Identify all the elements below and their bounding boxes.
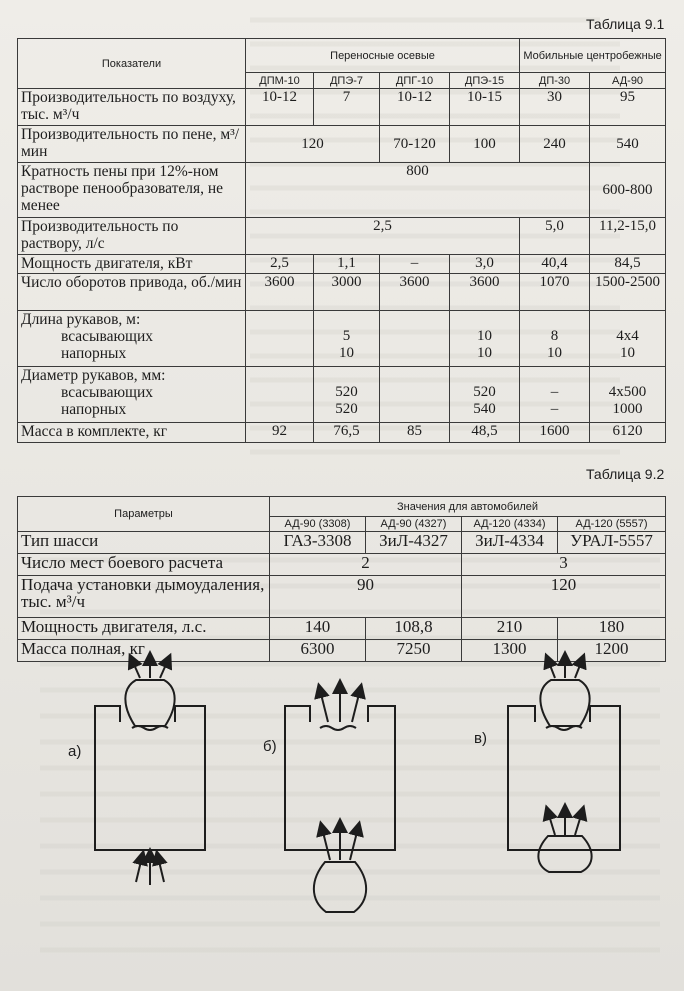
header-model: ДПГ-10	[380, 73, 450, 89]
cell	[380, 367, 450, 423]
row-label-solution: Производительность по раствору, л/с	[18, 218, 246, 255]
header-model: АД-120 (5557)	[558, 517, 666, 532]
cell: 120	[246, 126, 380, 163]
cell: ЗиЛ-4334	[462, 532, 558, 554]
header-model: ДП-30	[520, 73, 590, 89]
row-label-power: Мощность двигателя, кВт	[18, 255, 246, 274]
cell: 120	[462, 576, 666, 618]
cell	[246, 367, 314, 423]
row-label-power: Мощность двигателя, л.с.	[18, 618, 270, 640]
header-values: Значения для автомобилей	[270, 497, 666, 517]
header-model: АД-90 (4327)	[366, 517, 462, 532]
cell: 3	[462, 554, 666, 576]
cell: УРАЛ-5557	[558, 532, 666, 554]
cell: 40,4	[520, 255, 590, 274]
cell-suction: 10	[477, 328, 493, 344]
cell-pressure: –	[550, 401, 559, 417]
row-label-mass: Масса в комплекте, кг	[18, 423, 246, 443]
row-label-air: Производительность по воздуху, тыс. м³/ч	[18, 89, 246, 126]
row-label-mass: Масса полная, кг	[18, 640, 270, 662]
hose-diameter-pressure-label: напорных	[61, 401, 127, 418]
cell: 6300	[270, 640, 366, 662]
cell: 180	[558, 618, 666, 640]
row-label-ratio: Кратность пены при 12%-ном растворе пенообразователя, не менее	[18, 163, 246, 218]
header-model: АД-90 (3308)	[270, 517, 366, 532]
hose-length-title: Длина рукавов, м:	[21, 311, 141, 328]
cell: –	[380, 255, 450, 274]
cell: 1070	[520, 274, 590, 311]
cell: 3600	[450, 274, 520, 311]
row-label-foam: Производительность по пене, м³/мин	[18, 126, 246, 163]
cell: 84,5	[590, 255, 666, 274]
cell: 108,8	[366, 618, 462, 640]
row-label-crew: Число мест боевого расчета	[18, 554, 270, 576]
cell: 240	[520, 126, 590, 163]
cell-pressure: 1000	[612, 401, 643, 417]
cell: 5,0	[520, 218, 590, 255]
cell	[520, 367, 590, 423]
header-model: ДПЭ-15	[450, 73, 520, 89]
cell: 85	[380, 423, 450, 443]
cell	[450, 311, 520, 367]
header-model: АД-120 (4334)	[462, 517, 558, 532]
figure-label-b: б)	[263, 738, 277, 755]
cell: 7250	[366, 640, 462, 662]
fan-icon	[538, 836, 591, 872]
cell: 10-15	[450, 89, 520, 126]
hose-diameter-suction-label: всасывающих	[61, 384, 154, 401]
cell-pressure: 10	[477, 345, 493, 361]
cell-pressure: 540	[473, 401, 496, 417]
cell: 800	[246, 163, 590, 218]
cell: 90	[270, 576, 462, 618]
cell: 1600	[520, 423, 590, 443]
cell-pressure: 10	[620, 345, 636, 361]
cell: 6120	[590, 423, 666, 443]
cell: 70-120	[380, 126, 450, 163]
cell: 48,5	[450, 423, 520, 443]
cell	[590, 367, 666, 423]
cell: 1500-2500	[590, 274, 666, 311]
cell: 210	[462, 618, 558, 640]
fan-icon	[540, 680, 589, 726]
cell-suction: 8	[550, 328, 559, 344]
row-label-flow: Подача установки дымоудаления, тыс. м³/ч	[18, 576, 270, 618]
hose-length-suction-label: всасывающих	[61, 328, 154, 345]
cell: 1,1	[314, 255, 380, 274]
cell: 10-12	[246, 89, 314, 126]
hose-length-pressure-label: напорных	[61, 345, 127, 362]
cell: 7	[314, 89, 380, 126]
cell: 140	[270, 618, 366, 640]
row-label-rpm: Число оборотов привода, об./мин	[18, 274, 246, 311]
cell	[450, 367, 520, 423]
room-c-diagram	[508, 658, 620, 872]
cell	[246, 311, 314, 367]
figure-label-c: в)	[474, 730, 487, 747]
cell	[314, 367, 380, 423]
cell-suction: 4x4	[616, 328, 639, 344]
room-a-diagram	[95, 658, 205, 885]
cell-suction: 5	[342, 328, 351, 344]
fan-icon	[125, 680, 174, 726]
table-9-1	[17, 38, 666, 443]
cell: 92	[246, 423, 314, 443]
header-portable: Переносные осевые	[246, 39, 520, 73]
figure-label-a: а)	[68, 743, 82, 760]
header-params: Параметры	[18, 497, 270, 532]
cell-pressure: 520	[335, 401, 358, 417]
header-model: ДПМ-10	[246, 73, 314, 89]
table2-caption: Таблица 9.2	[586, 466, 665, 482]
cell: 2,5	[246, 218, 520, 255]
cell: 3600	[380, 274, 450, 311]
cell: 3,0	[450, 255, 520, 274]
cell-suction: 520	[335, 384, 358, 400]
cell-pressure: 10	[339, 345, 354, 361]
row-label-hose-diameter	[18, 367, 246, 423]
room-b-diagram	[285, 686, 395, 912]
cell-suction: 4x500	[608, 384, 647, 400]
cell	[520, 311, 590, 367]
cell: 2	[270, 554, 462, 576]
cell: 600-800	[590, 163, 666, 218]
cell: 100	[450, 126, 520, 163]
cell	[380, 311, 450, 367]
cell: ЗиЛ-4327	[366, 532, 462, 554]
table-9-2	[17, 496, 666, 662]
cell-pressure: 10	[547, 345, 563, 361]
hose-diameter-title: Диаметр рукавов, мм:	[21, 367, 166, 384]
cell: 30	[520, 89, 590, 126]
cell	[590, 311, 666, 367]
row-label-chassis: Тип шасси	[18, 532, 270, 554]
cell: 1200	[558, 640, 666, 662]
cell: 2,5	[246, 255, 314, 274]
cell-suction: –	[550, 384, 559, 400]
header-mobile: Мобильные центробежные	[520, 39, 666, 73]
fan-icon	[314, 862, 366, 912]
cell: 1300	[462, 640, 558, 662]
cell: 3000	[314, 274, 380, 311]
cell: ГАЗ-3308	[270, 532, 366, 554]
cell: 540	[590, 126, 666, 163]
table1-caption: Таблица 9.1	[586, 16, 665, 32]
cell: 95	[590, 89, 666, 126]
header-model: ДПЭ-7	[314, 73, 380, 89]
cell: 10-12	[380, 89, 450, 126]
header-params: Показатели	[18, 39, 246, 89]
cell: 76,5	[314, 423, 380, 443]
ventilation-diagram	[0, 650, 684, 991]
cell: 3600	[246, 274, 314, 311]
header-model: АД-90	[590, 73, 666, 89]
row-label-hose-length	[18, 311, 246, 367]
cell	[314, 311, 380, 367]
cell: 11,2-15,0	[590, 218, 666, 255]
cell-suction: 520	[473, 384, 496, 400]
